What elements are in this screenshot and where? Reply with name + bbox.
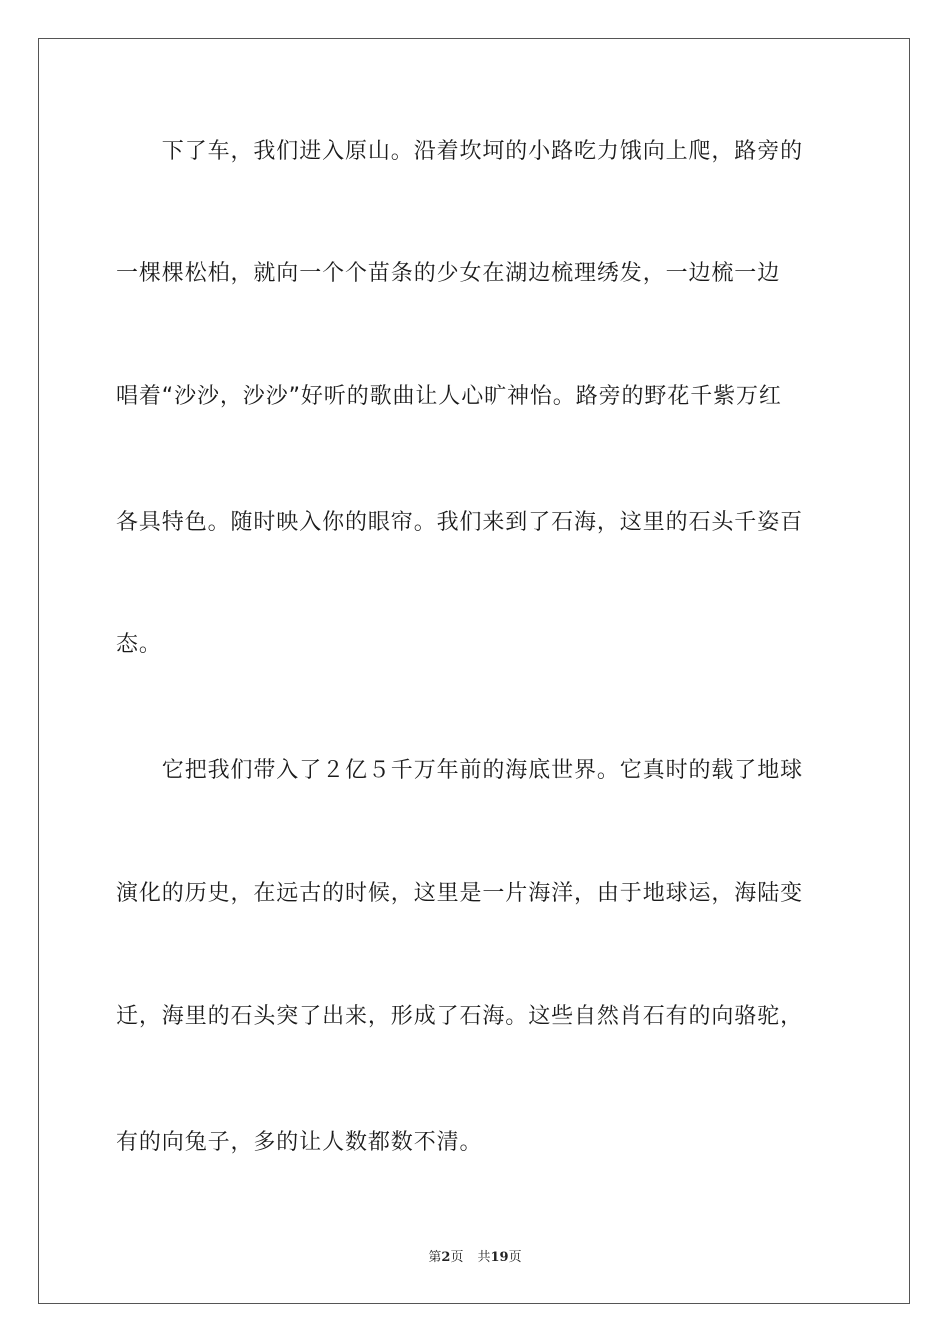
text-line-9: 有的向兔子，多的让人数都数不清。 xyxy=(116,1130,483,1155)
text-line-3: 唱着“沙沙，沙沙”好听的歌曲让人心旷神怡。路旁的野花千紫万红 xyxy=(116,384,782,409)
total-pages: 19 xyxy=(490,1250,509,1265)
text-line-4: 各具特色。随时映入你的眼帘。我们来到了石海，这里的石头千姿百 xyxy=(116,510,804,535)
page-prefix: 第 xyxy=(428,1250,442,1265)
page-suffix: 页 xyxy=(450,1250,464,1265)
text-line-2: 一棵棵松柏，就向一个个苗条的少女在湖边梳理绣发，一边梳一边 xyxy=(116,261,781,286)
text-line-6: 它把我们带入了２亿５千万年前的海底世界。它真时的载了地球 xyxy=(116,758,804,783)
page-frame xyxy=(38,38,910,1304)
total-prefix: 共 xyxy=(477,1250,491,1265)
total-suffix: 页 xyxy=(508,1250,522,1265)
text-line-5: 态。 xyxy=(116,632,162,657)
page-number: 2 xyxy=(441,1250,451,1265)
text-line-8: 迁，海里的石头突了出来，形成了石海。这些自然肖石有的向骆驼， xyxy=(116,1004,804,1029)
text-line-7: 演化的历史，在远古的时候，这里是一片海洋，由于地球运，海陆变 xyxy=(116,881,804,906)
page-footer xyxy=(0,1246,950,1265)
text-line-1: 下了车，我们进入原山。沿着坎坷的小路吃力饿向上爬，路旁的 xyxy=(116,139,804,164)
